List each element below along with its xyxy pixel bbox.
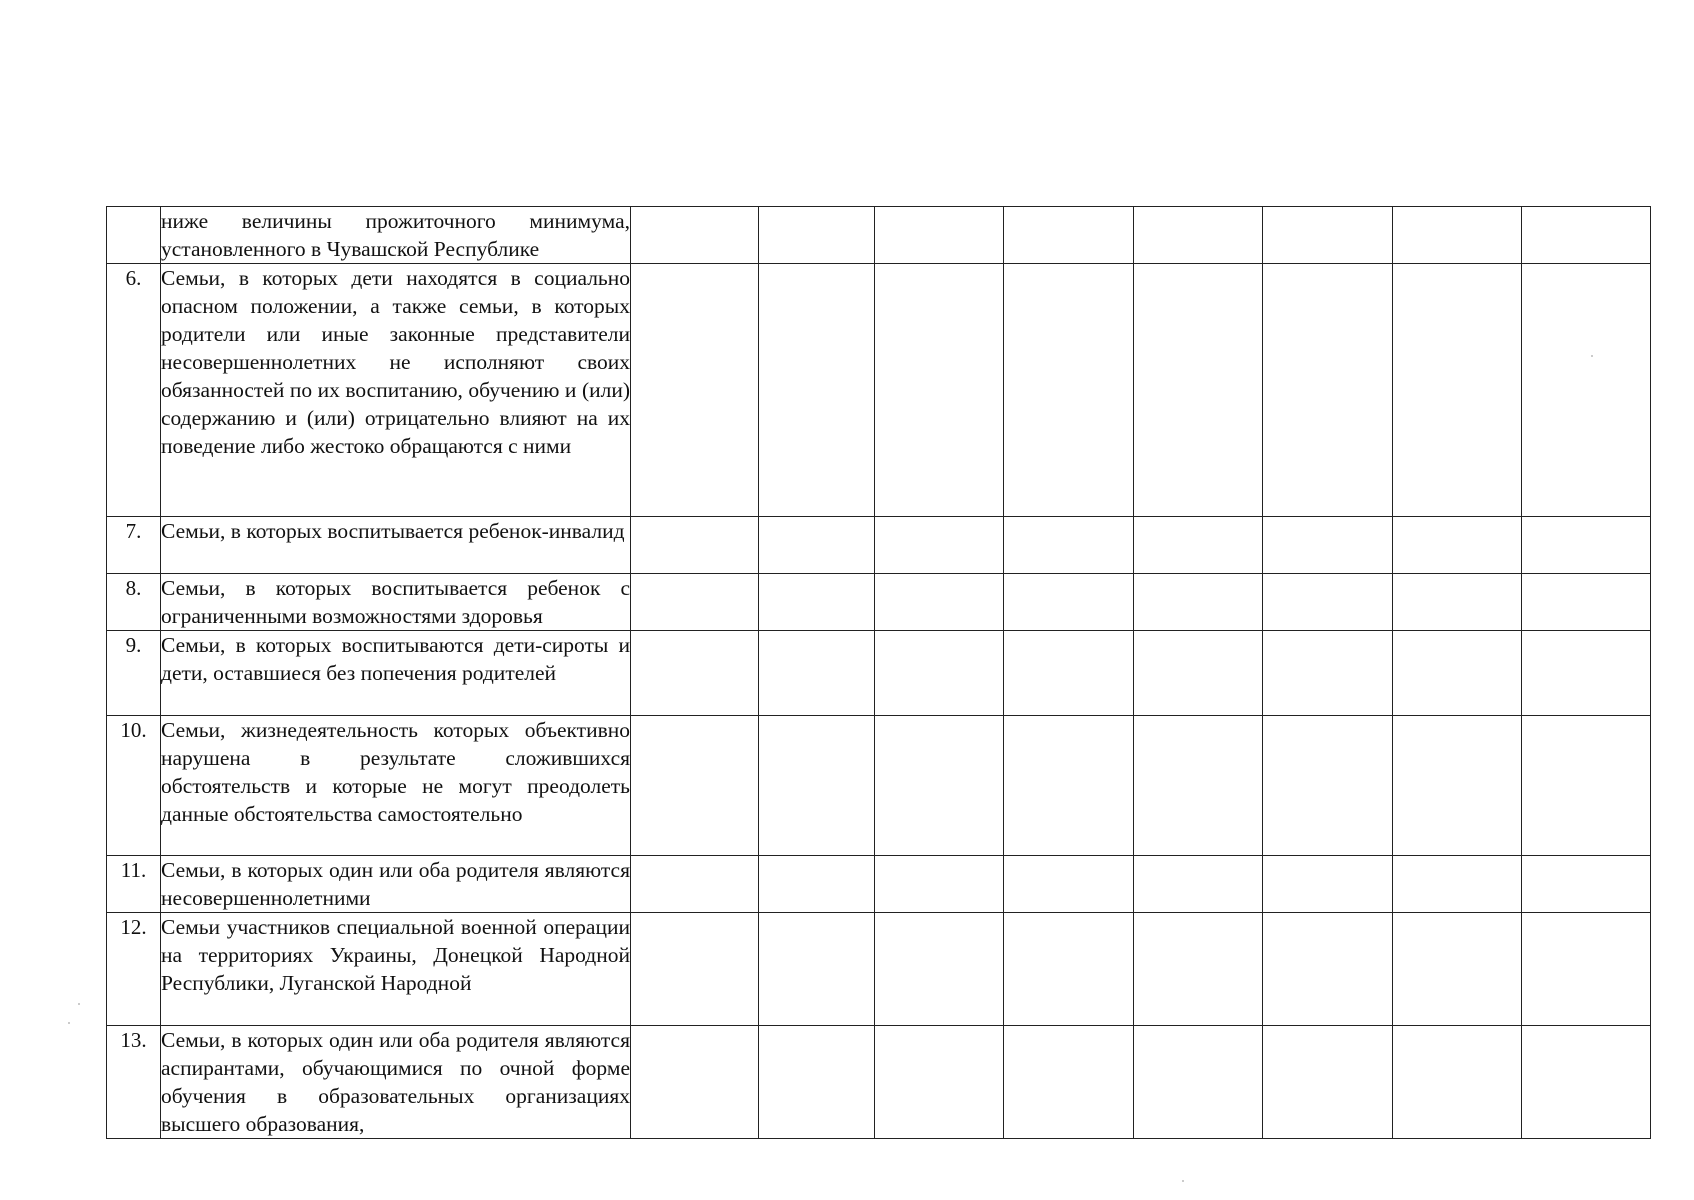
empty-cell [1263,856,1393,913]
row-description: Семьи, в которых воспитываются дети-сироты и дети, оставшиеся без попечения родителей [161,631,631,716]
empty-cell [875,574,1004,631]
empty-cell [1004,574,1134,631]
empty-cell [1522,856,1651,913]
empty-cell [1393,631,1522,716]
empty-cell [875,631,1004,716]
empty-cell [1004,631,1134,716]
row-number: 13. [107,1026,161,1139]
empty-cell [1393,716,1522,856]
empty-cell [875,1026,1004,1139]
empty-cell [1134,631,1263,716]
table-row [107,207,1651,264]
empty-cell [875,716,1004,856]
empty-cell [1263,574,1393,631]
empty-cell [875,856,1004,913]
empty-cell [875,207,1004,264]
empty-cell [631,913,759,1026]
empty-cell [1134,207,1263,264]
empty-cell [759,574,875,631]
empty-cell [1134,1026,1263,1139]
row-description: Семьи, жизнедеятельность которых объективно нарушена в результате сложившихся обстоятельств и которые не могут преодолеть данные обстоятельства самостоятельно [161,716,631,856]
empty-cell [1522,207,1651,264]
row-number: 12. [107,913,161,1026]
empty-cell [1522,1026,1651,1139]
row-description: Семьи, в которых воспитывается ребенок с ограниченными возможностями здоровья [161,574,631,631]
scan-speck [68,1022,70,1024]
empty-cell [1004,517,1134,574]
table-row [107,574,1651,631]
empty-cell [1134,856,1263,913]
empty-cell [631,1026,759,1139]
empty-cell [1522,517,1651,574]
empty-cell [1134,264,1263,517]
table-row [107,264,1651,517]
empty-cell [875,517,1004,574]
empty-cell [631,207,759,264]
row-description: Семьи, в которых один или оба родителя являются аспирантами, обучающимися по очной форме обучения в образовательных организациях высшего образования, [161,1026,631,1139]
empty-cell [759,913,875,1026]
row-number [107,207,161,264]
row-description: Семьи, в которых воспитывается ребенок-инвалид [161,517,631,574]
row-description: Семьи участников специальной военной операции на территориях Украины, Донецкой Народной Республики, Луганской Народной [161,913,631,1026]
row-number: 8. [107,574,161,631]
table-body [107,207,1651,1139]
table-row [107,1026,1651,1139]
empty-cell [1263,631,1393,716]
empty-cell [1004,264,1134,517]
empty-cell [1134,574,1263,631]
empty-cell [1393,913,1522,1026]
empty-cell [1393,207,1522,264]
empty-cell [631,856,759,913]
empty-cell [759,264,875,517]
empty-cell [1004,1026,1134,1139]
empty-cell [1522,264,1651,517]
empty-cell [1004,856,1134,913]
empty-cell [1004,207,1134,264]
table-row [107,517,1651,574]
row-number: 11. [107,856,161,913]
row-number: 10. [107,716,161,856]
empty-cell [1004,716,1134,856]
empty-cell [875,913,1004,1026]
empty-cell [1393,264,1522,517]
empty-cell [1522,631,1651,716]
empty-cell [759,517,875,574]
empty-cell [1263,913,1393,1026]
row-description: Семьи, в которых один или оба родителя являются несовершеннолетними [161,856,631,913]
empty-cell [1134,913,1263,1026]
empty-cell [759,207,875,264]
empty-cell [1134,716,1263,856]
empty-cell [1263,716,1393,856]
scan-speck [78,1003,80,1005]
empty-cell [759,856,875,913]
empty-cell [631,264,759,517]
empty-cell [1522,913,1651,1026]
row-number: 7. [107,517,161,574]
empty-cell [1134,517,1263,574]
empty-cell [1263,207,1393,264]
empty-cell [1522,716,1651,856]
empty-cell [631,517,759,574]
empty-cell [759,1026,875,1139]
empty-cell [1263,517,1393,574]
empty-cell [759,716,875,856]
table-row [107,913,1651,1026]
row-number: 9. [107,631,161,716]
empty-cell [1004,913,1134,1026]
empty-cell [875,264,1004,517]
row-description: ниже величины прожиточного минимума, установленного в Чувашской Республике [161,207,631,264]
scan-speck [1591,355,1593,357]
empty-cell [1263,1026,1393,1139]
empty-cell [1522,574,1651,631]
table-row [107,716,1651,856]
row-number: 6. [107,264,161,517]
empty-cell [1263,264,1393,517]
empty-cell [631,631,759,716]
data-table [106,206,1651,1139]
scan-speck [1182,1180,1184,1182]
table-row [107,631,1651,716]
row-description: Семьи, в которых дети находятся в социально опасном положении, а также семьи, в которых родители или иные законные представители несовершеннолетних не исполняют своих обязанностей по их воспитанию, обучению и (или) содержанию и (или) отрицательно влияют на их поведение либо жестоко обращаются с ними [161,264,631,517]
empty-cell [1393,574,1522,631]
empty-cell [1393,856,1522,913]
empty-cell [1393,1026,1522,1139]
empty-cell [759,631,875,716]
table-row [107,856,1651,913]
empty-cell [1393,517,1522,574]
empty-cell [631,716,759,856]
empty-cell [631,574,759,631]
